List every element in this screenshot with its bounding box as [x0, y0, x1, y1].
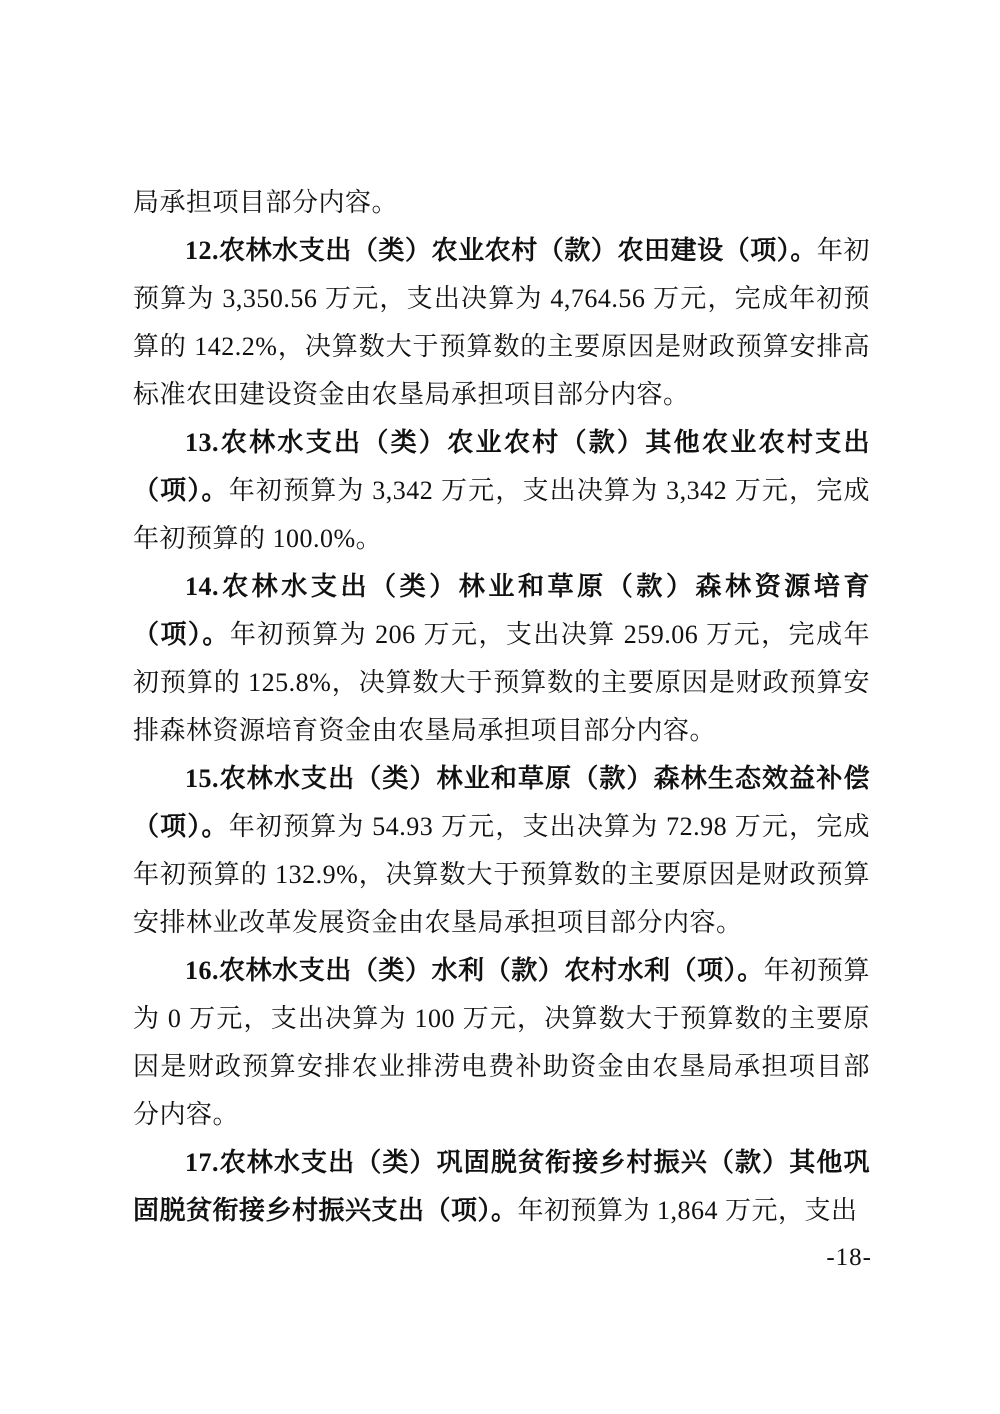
clause-text: 年初预算为 0 万元，支出决算为 100 万元，决算数大于预算数的主要原因是财政预算安排农业排涝电费补助资金由农垦局承担项目部分内容。 — [133, 956, 870, 1129]
paragraph-item-17 — [133, 1139, 870, 1235]
page-number: -18- — [826, 1244, 872, 1271]
clause-heading: 14.农林水支出（类）林业和草原（款）森林资源培育（项）。 — [133, 572, 870, 649]
clause-text: 年初预算为 1,864 万元，支出 — [517, 1196, 858, 1225]
clause-heading: 15.农林水支出（类）林业和草原（款）森林生态效益补偿（项）。 — [133, 764, 870, 841]
paragraph-item-14 — [133, 563, 870, 755]
paragraph-continuation — [133, 179, 870, 227]
clause-heading: 13.农林水支出（类）农业农村（款）其他农业农村支出（项）。 — [133, 428, 870, 505]
clause-heading: 16.农林水支出（类）水利（款）农村水利（项）。 — [185, 956, 764, 985]
paragraph-item-16 — [133, 947, 870, 1139]
clause-text: 年初预算为 54.93 万元，支出决算为 72.98 万元，完成年初预算的 132.9%，决算数大于预算数的主要原因是财政预算安排林业改革发展资金由农垦局承担项目部分内容。 — [133, 812, 870, 937]
clause-text: 年初预算为 3,342 万元，支出决算为 3,342 万元，完成年初预算的 100.0%。 — [133, 476, 870, 553]
paragraph-item-15 — [133, 755, 870, 947]
clause-text: 局承担项目部分内容。 — [133, 188, 399, 217]
clause-text: 年初预算为 206 万元，支出决算 259.06 万元，完成年初预算的 125.8%，决算数大于预算数的主要原因是财政预算安排森林资源培育资金由农垦局承担项目部分内容。 — [133, 620, 870, 745]
page-body — [133, 179, 870, 1235]
clause-heading: 12.农林水支出（类）农业农村（款）农田建设（项）。 — [185, 236, 817, 265]
paragraph-item-12 — [133, 227, 870, 419]
paragraph-item-13 — [133, 419, 870, 563]
clause-heading: 17.农林水支出（类）巩固脱贫衔接乡村振兴（款）其他巩固脱贫衔接乡村振兴支出（项）。 — [133, 1148, 870, 1225]
clause-text: 年初预算为 3,350.56 万元，支出决算为 4,764.56 万元，完成年初预算的 142.2%，决算数大于预算数的主要原因是财政预算安排高标准农田建设资金由农垦局承担项目部分内容。 — [133, 236, 870, 409]
